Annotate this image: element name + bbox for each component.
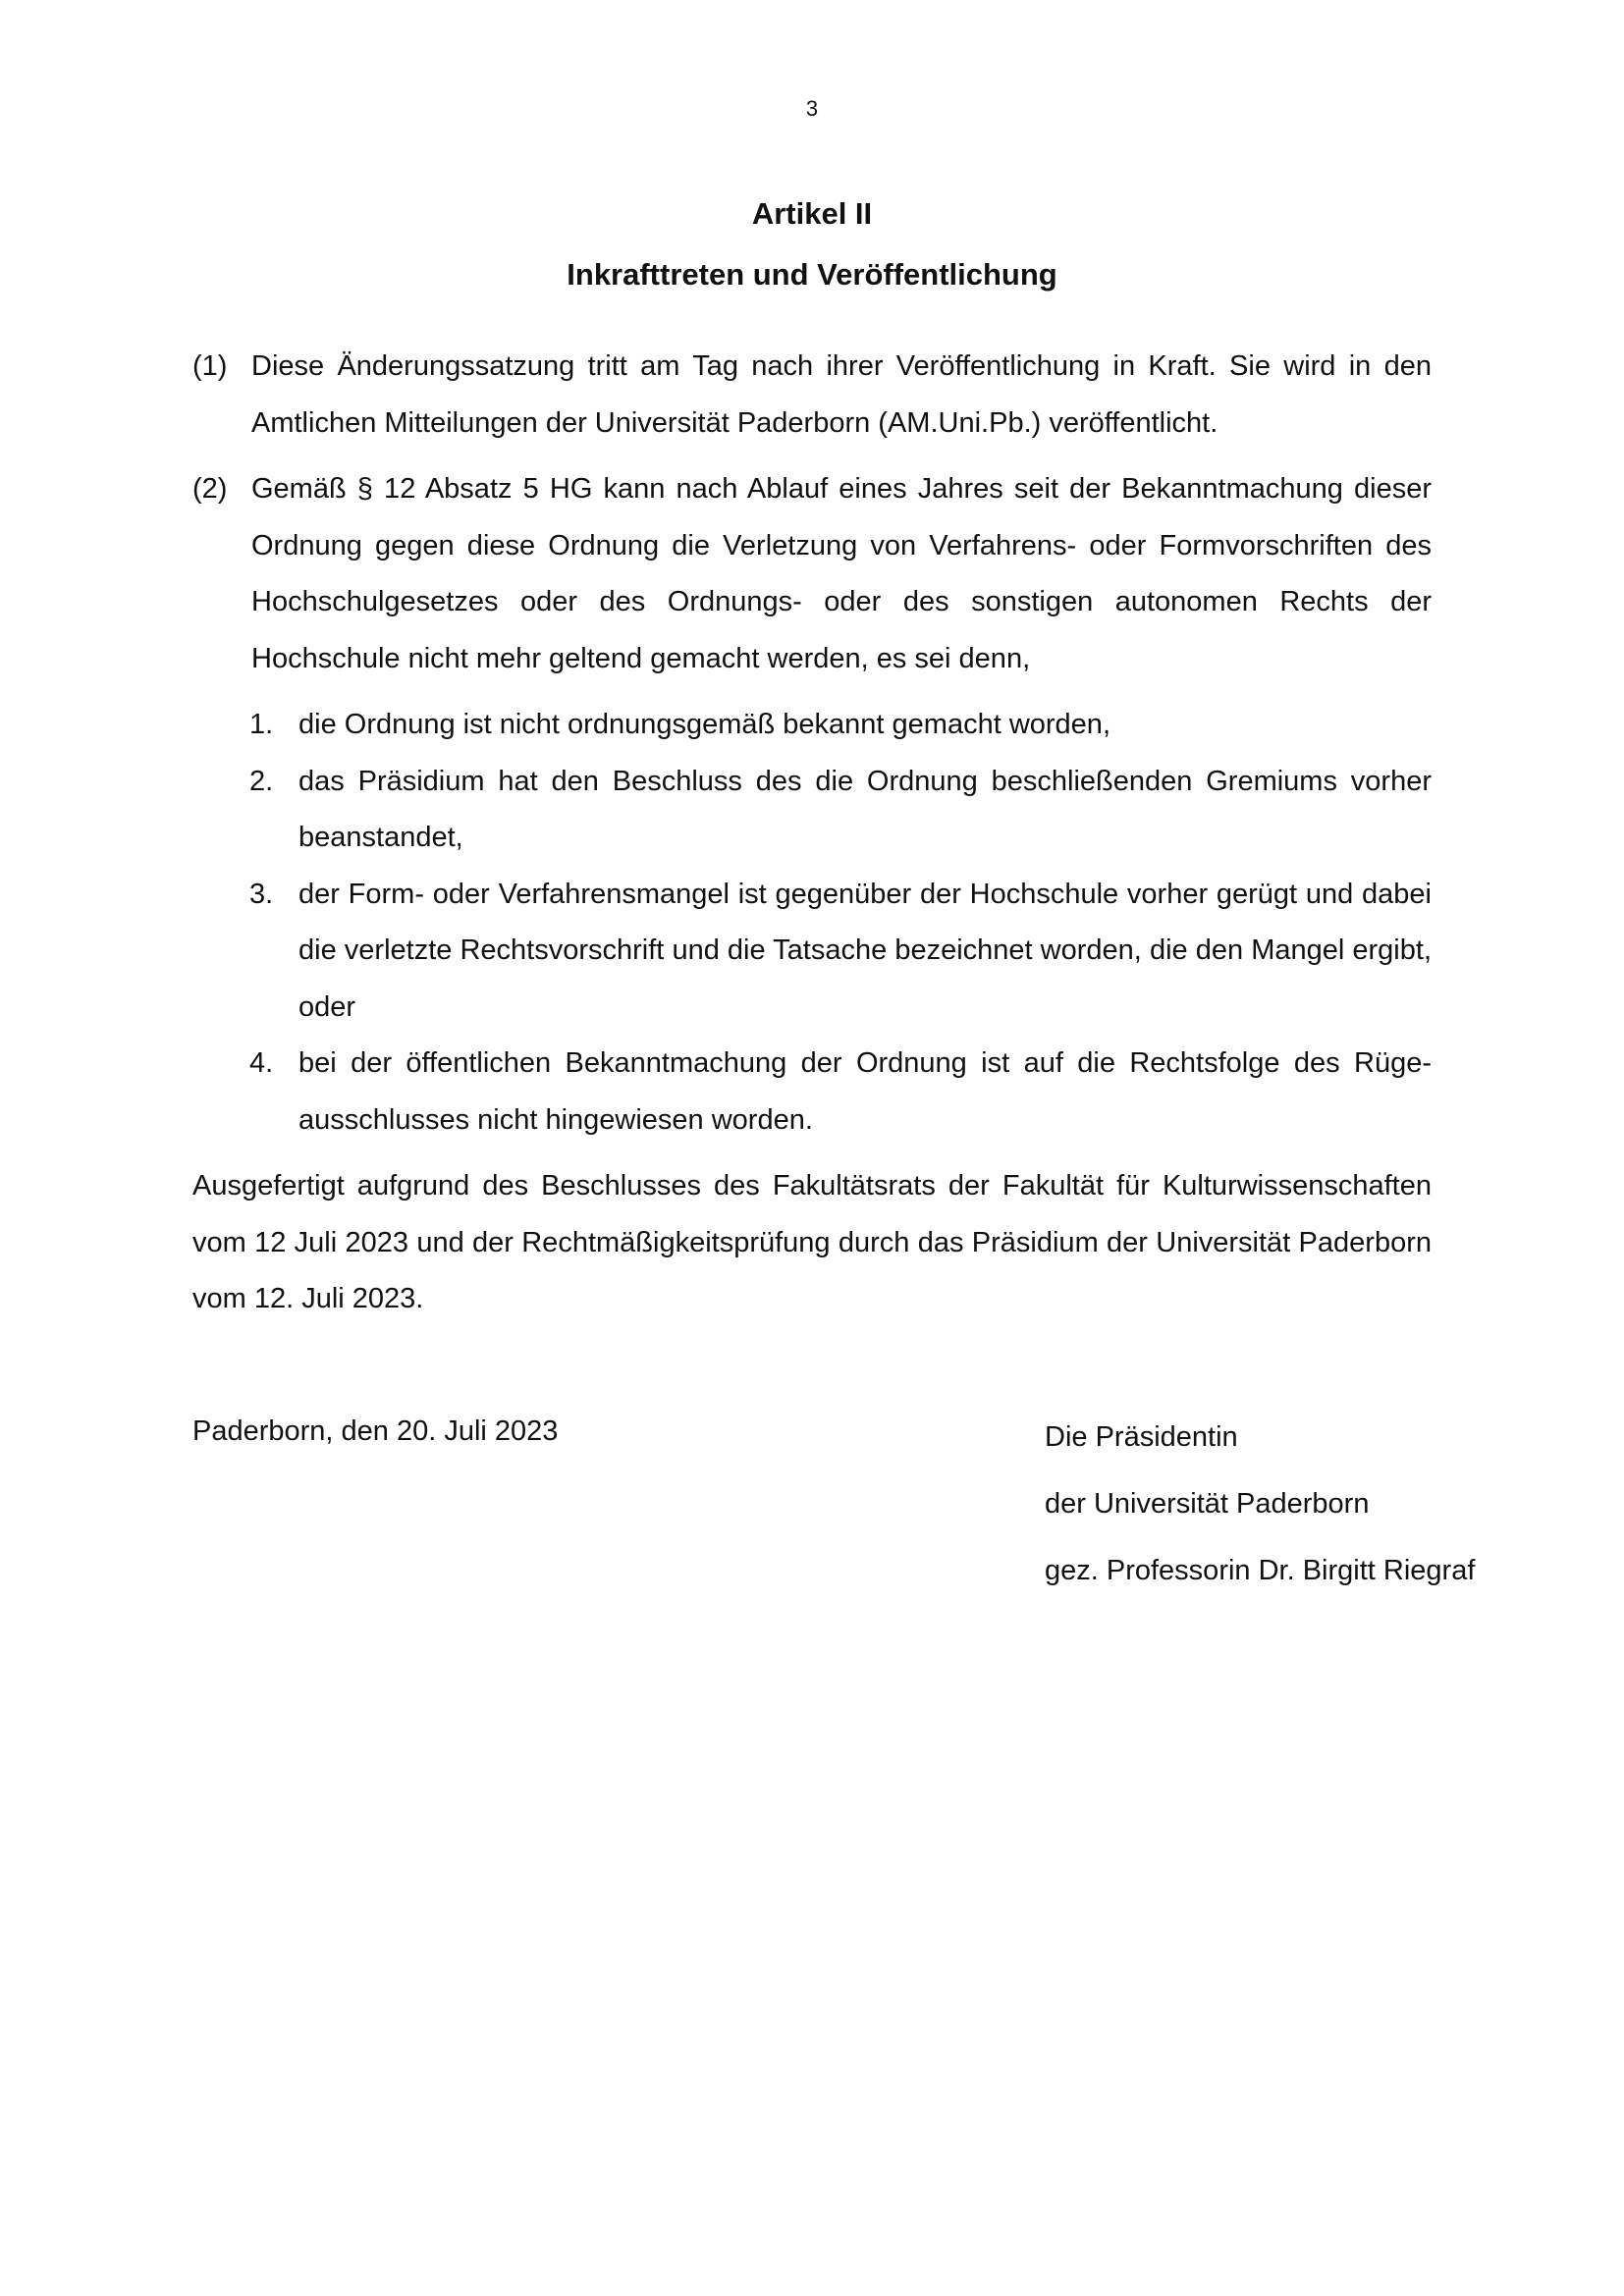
paragraph-2 bbox=[192, 461, 1432, 687]
list-item-text: das Präsidium hat den Beschluss des die Ordnung beschließenden Gremiums vorher beanstandet, bbox=[298, 765, 1432, 853]
signature-institution: der Universität Paderborn bbox=[1045, 1488, 1370, 1520]
list-item bbox=[249, 754, 1432, 867]
list-item-text: bei der öffentlichen Bekanntmachung der Ordnung ist auf die Rechtsfolge des Rüge-ausschlusses nicht hingewiesen worden. bbox=[298, 1047, 1432, 1136]
closing-paragraph: Ausgefertigt aufgrund des Beschlusses des Fakultätsrats der Fakultät für Kulturwissenschaften vom 12 Juli 2023 und der Rechtmäßigkeitsprüfung durch das Präsidium der Universität Paderborn vom 12. Juli 2023. bbox=[192, 1170, 1432, 1314]
paragraph-text: Gemäß § 12 Absatz 5 HG kann nach Ablauf eines Jahres seit der Bekanntmachung dieser Ordnung gegen diese Ordnung die Verletzung von Verfahrens- oder Formvorschriften des Hochschulgesetzes oder des Ordnungs- oder des sonstigen autonomen Rechts der Hochschule nicht mehr geltend gemacht werden, es sei denn, bbox=[251, 473, 1432, 674]
list-item-text: der Form- oder Verfahrensmangel ist gegenüber der Hochschule vorher gerügt und dabei die verletzte Rechtsvorschrift und die Tatsache bezeichnet worden, die den Mangel ergibt, oder bbox=[298, 878, 1432, 1023]
paragraph-number: (1) bbox=[192, 350, 228, 382]
paragraph-text: Diese Änderungssatzung tritt am Tag nach ihrer Veröffentlichung in Kraft. Sie wird in den Amtlichen Mitteilungen der Universität Paderborn (AM.Uni.Pb.) veröffentlicht. bbox=[251, 350, 1432, 439]
list-item-number: 1. bbox=[249, 709, 274, 740]
list-item bbox=[249, 1036, 1432, 1148]
paragraph-1 bbox=[192, 339, 1432, 452]
list-item-number: 4. bbox=[249, 1047, 274, 1079]
list-item bbox=[249, 697, 1432, 754]
paragraph-number: (2) bbox=[192, 473, 228, 505]
exception-list bbox=[249, 697, 1432, 1148]
article-title: Inkrafttreten und Veröffentlichung bbox=[567, 257, 1057, 292]
list-item-number: 3. bbox=[249, 878, 274, 910]
signature-title: Die Präsidentin bbox=[1045, 1421, 1238, 1453]
article-heading: Artikel II bbox=[751, 196, 873, 231]
signature-block bbox=[1045, 1404, 1475, 1604]
list-item-number: 2. bbox=[249, 765, 274, 797]
list-item-text: die Ordnung ist nicht ordnungsgemäß bekannt gemacht worden, bbox=[298, 709, 1110, 740]
list-item bbox=[249, 867, 1432, 1037]
signature-name: gez. Professorin Dr. Birgitt Riegraf bbox=[1045, 1555, 1476, 1586]
page-number: 3 bbox=[805, 96, 819, 121]
place-date: Paderborn, den 20. Juli 2023 bbox=[192, 1415, 559, 1447]
